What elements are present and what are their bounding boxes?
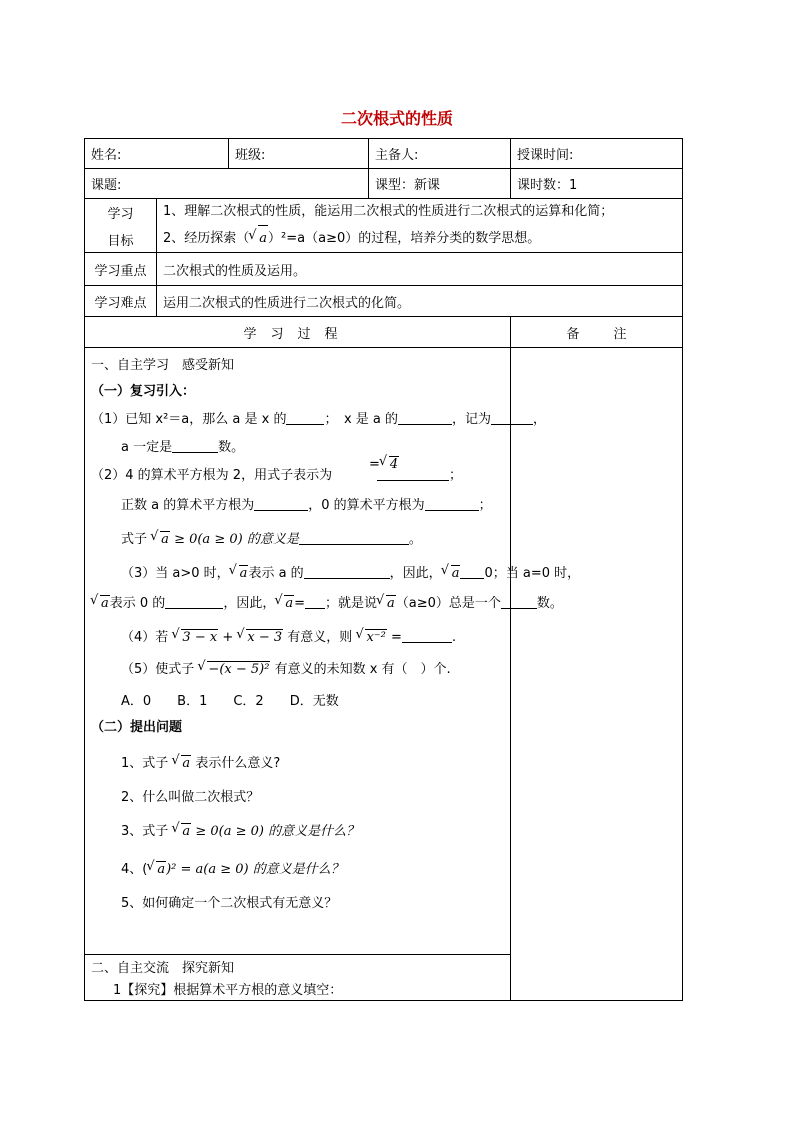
q5-text-a: （5）使式子 <box>121 662 195 677</box>
question-2-line2 <box>121 494 492 513</box>
time-field: 授课时间: <box>511 139 683 169</box>
q4-text-a: （4）若 <box>121 630 169 645</box>
q4-plus: + <box>222 630 234 645</box>
goals-text <box>157 199 683 253</box>
q2-text-a: （2）4 的算术平方根为 2，用式子表示为 <box>91 468 333 483</box>
section1-heading: 一、自主学习 感受新知 <box>91 358 235 373</box>
question-2-line3 <box>121 528 422 547</box>
difficulties-text: 运用二次根式的性质进行二次根式的化简。 <box>157 286 683 317</box>
class-field: 班级: <box>229 139 369 169</box>
keypoints-label: 学习重点 <box>85 253 157 286</box>
difficulties-label: 学习难点 <box>85 286 157 317</box>
sqrt-expression <box>198 661 270 677</box>
answer-blank <box>299 532 409 545</box>
q4-period: . <box>451 630 457 645</box>
answer-blank <box>286 412 324 425</box>
question-5-options: A．0 B．1 C．2 D．无数 <box>121 694 339 709</box>
q3-text-b: 表示 a 的 <box>248 566 304 581</box>
p3-text-a: 3、式子 <box>121 824 169 839</box>
question-5 <box>121 658 451 677</box>
section1-content <box>85 348 581 955</box>
answer-blank <box>305 596 325 609</box>
answer-blank <box>165 596 223 609</box>
question-2-blank <box>377 464 462 483</box>
answer-blank <box>491 412 533 425</box>
question-2 <box>91 464 332 483</box>
q2-semicolon: ； <box>449 468 463 483</box>
q2-equals: = <box>369 457 380 472</box>
q3-equals: = <box>294 596 305 611</box>
q1-text-b: ； x 是 a 的 <box>324 412 399 427</box>
sqrt-a <box>172 755 191 771</box>
sqrt-a <box>249 225 268 252</box>
sqrt-expression <box>172 629 218 645</box>
q2-text-f: 式子 <box>121 532 148 547</box>
q3-text-h: ；就是说 <box>325 596 378 611</box>
explore-prompt: 1【探究】根据算术平方根的意义填空： <box>113 983 343 998</box>
question-3-cont <box>91 592 563 611</box>
sqrt-radicand: 4 <box>389 457 399 472</box>
p3-formula: ≥ 0(a ≥ 0) 的意义是什么？ <box>195 824 360 839</box>
q3-text-j: 数。 <box>536 596 563 611</box>
review-heading: （一）复习引入： <box>91 384 196 399</box>
keypoints-text: 二次根式的性质及运用。 <box>157 253 683 286</box>
process-header-row <box>85 317 683 348</box>
questions-heading: （二）提出问题 <box>91 720 183 735</box>
question-3 <box>121 562 580 581</box>
sqrt-radicand: a <box>387 596 395 611</box>
sqrt-radicand: a <box>101 596 109 611</box>
topic-field: 课题: <box>85 169 369 199</box>
question-1-cont <box>121 436 244 455</box>
difficulties-row <box>85 286 683 317</box>
question-1 <box>91 408 546 427</box>
goals-label-line2: 目标 <box>107 233 134 249</box>
sqrt-radicand: x − 3 <box>247 630 283 645</box>
sqrt-radicand: a <box>161 532 169 547</box>
sqrt-a <box>151 531 170 547</box>
q3-text-c: ，因此， <box>389 566 442 581</box>
p1-text-b: 表示什么意义? <box>195 756 281 771</box>
answer-blank <box>304 566 390 579</box>
q3-text-a: （3）当 a>0 时， <box>121 566 230 581</box>
sqrt-radicand: −(x − 5)² <box>208 662 270 677</box>
page-title: 二次根式的性质 <box>340 109 453 128</box>
answer-blank <box>398 412 452 425</box>
goal-item-2-a: 2、经历探索（ <box>163 231 250 246</box>
prompt-1 <box>121 752 280 771</box>
q3-text-e: 表示 0 的 <box>109 596 166 611</box>
notes-column <box>511 348 683 1001</box>
sqrt-a <box>91 595 110 611</box>
lesson-table <box>84 138 683 1001</box>
p4-text-a: 4、( <box>121 862 148 877</box>
section1-row <box>85 348 683 955</box>
goals-label <box>85 199 157 253</box>
sqrt-a <box>442 565 461 581</box>
q2-formula: ≥ 0(a ≥ 0) 的意义是 <box>174 532 299 547</box>
q5-text-b: 有意义的未知数 x 有（ ）个. <box>274 662 451 677</box>
answer-blank <box>172 440 218 453</box>
q4-equals: = <box>390 630 402 645</box>
header-row-2 <box>85 169 683 199</box>
sqrt-radicand: a <box>239 566 248 581</box>
answer-blank <box>402 630 452 643</box>
answer-blank <box>377 468 449 481</box>
question-4 <box>121 626 456 645</box>
sqrt-radicand: a <box>157 862 166 877</box>
sqrt-radicand: 3 − x <box>182 630 218 645</box>
q3-text-f: ，因此， <box>223 596 276 611</box>
keypoints-row <box>85 253 683 286</box>
sqrt-expression <box>237 629 283 645</box>
answer-blank <box>460 566 484 579</box>
goal-item-2 <box>163 225 676 252</box>
goal-item-2-b: ）²=a（a≥0）的过程，培养分类的数学思想。 <box>268 231 541 246</box>
q3-text-i: （a≥0）总是一个 <box>395 596 501 611</box>
type-field: 课型：新课 <box>369 169 511 199</box>
q1-text-a: （1）已知 x²＝a，那么 a 是 x 的 <box>91 412 287 427</box>
sqrt-radicand: a <box>451 566 460 581</box>
hours-field: 课时数：1 <box>511 169 683 199</box>
sqrt-radicand: a <box>182 824 191 839</box>
answer-blank <box>254 498 308 511</box>
q2-text-e: ； <box>478 498 492 513</box>
p4-formula: )² = a(a ≥ 0) 的意义是什么？ <box>166 862 344 877</box>
process-header: 学习过程 <box>85 317 511 348</box>
sqrt-radicand: a <box>258 225 268 252</box>
prompt-5: 5、如何确定一个二次根式有无意义？ <box>121 896 338 911</box>
goals-label-line1: 学习 <box>107 206 134 222</box>
section2-heading: 二、自主交流 探究新知 <box>91 961 235 976</box>
q1-text-d: ， <box>533 412 547 427</box>
sqrt-radicand: a <box>285 596 294 611</box>
sqrt-a <box>275 595 294 611</box>
q1-text-c: ，记为 <box>452 412 492 427</box>
answer-blank <box>501 596 537 609</box>
q2-text-end: 。 <box>408 532 422 547</box>
sqrt-a <box>147 861 166 877</box>
section2-content <box>85 955 511 1001</box>
q2-text-c: 正数 a 的算术平方根为 <box>121 498 255 513</box>
sqrt-a <box>230 565 249 581</box>
header-row-1 <box>85 139 683 169</box>
prompt-2: 2、什么叫做二次根式？ <box>121 790 260 805</box>
preparer-field: 主备人: <box>369 139 511 169</box>
prompt-3 <box>121 820 359 839</box>
goals-row <box>85 199 683 253</box>
name-field: 姓名: <box>85 139 229 169</box>
q1-text-e: a 一定是 <box>121 440 173 455</box>
answer-blank <box>425 498 479 511</box>
sqrt-radicand: x⁻² <box>366 630 386 645</box>
notes-header: 备注 <box>511 317 683 348</box>
sqrt-a <box>172 823 191 839</box>
q3-text-d: 0；当 a=0 时， <box>484 566 581 581</box>
sqrt-radicand: a <box>182 756 191 771</box>
sqrt-expression <box>356 629 386 645</box>
q1-text-f: 数。 <box>218 440 245 455</box>
goal-item-1: 1、理解二次根式的性质，能运用二次根式的性质进行二次根式的运算和化简； <box>163 204 614 219</box>
p1-text-a: 1、式子 <box>121 756 169 771</box>
q4-text-b: 有意义，则 <box>287 630 353 645</box>
sqrt-a <box>377 595 396 611</box>
prompt-4 <box>121 858 344 877</box>
q2-text-d: ，0 的算术平方根为 <box>308 498 425 513</box>
